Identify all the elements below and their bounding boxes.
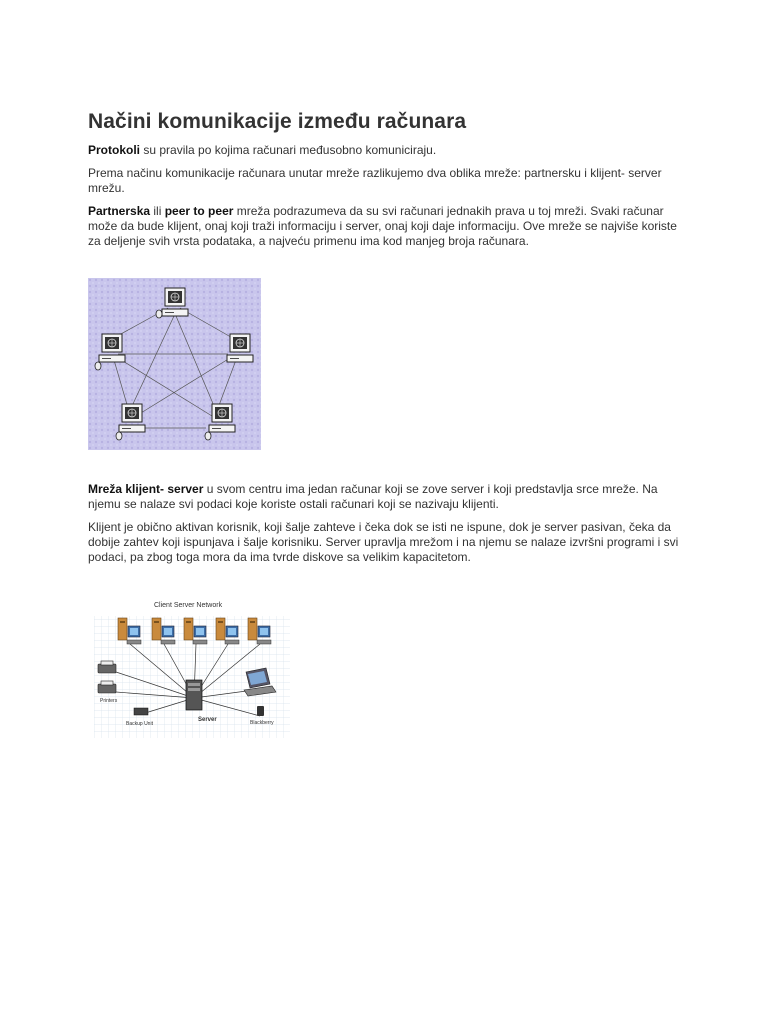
label-server: Server: [198, 717, 217, 723]
paragraph-client-description: Klijent je obično aktivan korisnik, koji šalje zahteve i čeka dok se isti ne ispune, dok je server pasivan, čeka da dobije zahtev koji ispunjava i šalje korisniku. Server upravlja mrežom i na njemu se nalaze izvršni programi i svi podaci, pa zbog toga mora da ima tvrde diskove sa velikim kapacitetom.: [88, 520, 679, 564]
client-server-illustration: [94, 598, 290, 738]
paragraph-text: su pravila po kojima računari međusobno komuniciraju.: [140, 143, 437, 157]
bold-term-peer-to-peer: peer to peer: [164, 204, 234, 218]
label-blackberry: Blackberry: [250, 720, 274, 726]
bold-term-client-server: Mreža klijent- server: [88, 482, 204, 496]
paragraph-client-server: [88, 482, 680, 512]
bold-term-protocols: Protokoli: [88, 143, 141, 157]
paragraph-text: ili: [150, 204, 165, 218]
bold-term-partnerska: Partnerska: [88, 204, 151, 218]
client-server-diagram: [94, 598, 290, 738]
paragraph-text: mreža podrazumeva da su svi računari jednakih prava u toj mreži. Svaki računar može da bude klijent, onaj koji traži informaciju i server, onaj koji daje informaciju. Ove mreže se najviše koriste za deljenje svih vrsta podataka, a najveću primenu ima kod manjeg broja računara.: [88, 204, 677, 248]
paragraph-peer-to-peer: [88, 204, 680, 249]
label-backup-unit: Backup Unit: [126, 721, 153, 727]
paragraph-network-types: Prema načinu komunikacije računara unutar mreže razlikujemo dva oblika mreže: partnersku i klijent- server mrežu.: [88, 166, 662, 195]
peer-to-peer-illustration: [88, 278, 261, 450]
document-page: [88, 110, 680, 738]
label-printers: Printers: [100, 698, 118, 704]
figure-title: Client Server Network: [154, 602, 223, 609]
page-title: Načini komunikacije između računara: [88, 110, 467, 133]
peer-to-peer-diagram: [88, 278, 261, 450]
paragraph-text: u svom centru ima jedan računar koji se zove server i koji predstavlja srce mreže. Na njemu se nalaze svi podaci koje koriste ostali računari koji se nazivaju klijenti.: [88, 482, 658, 511]
paragraph-protocols: [88, 143, 680, 158]
